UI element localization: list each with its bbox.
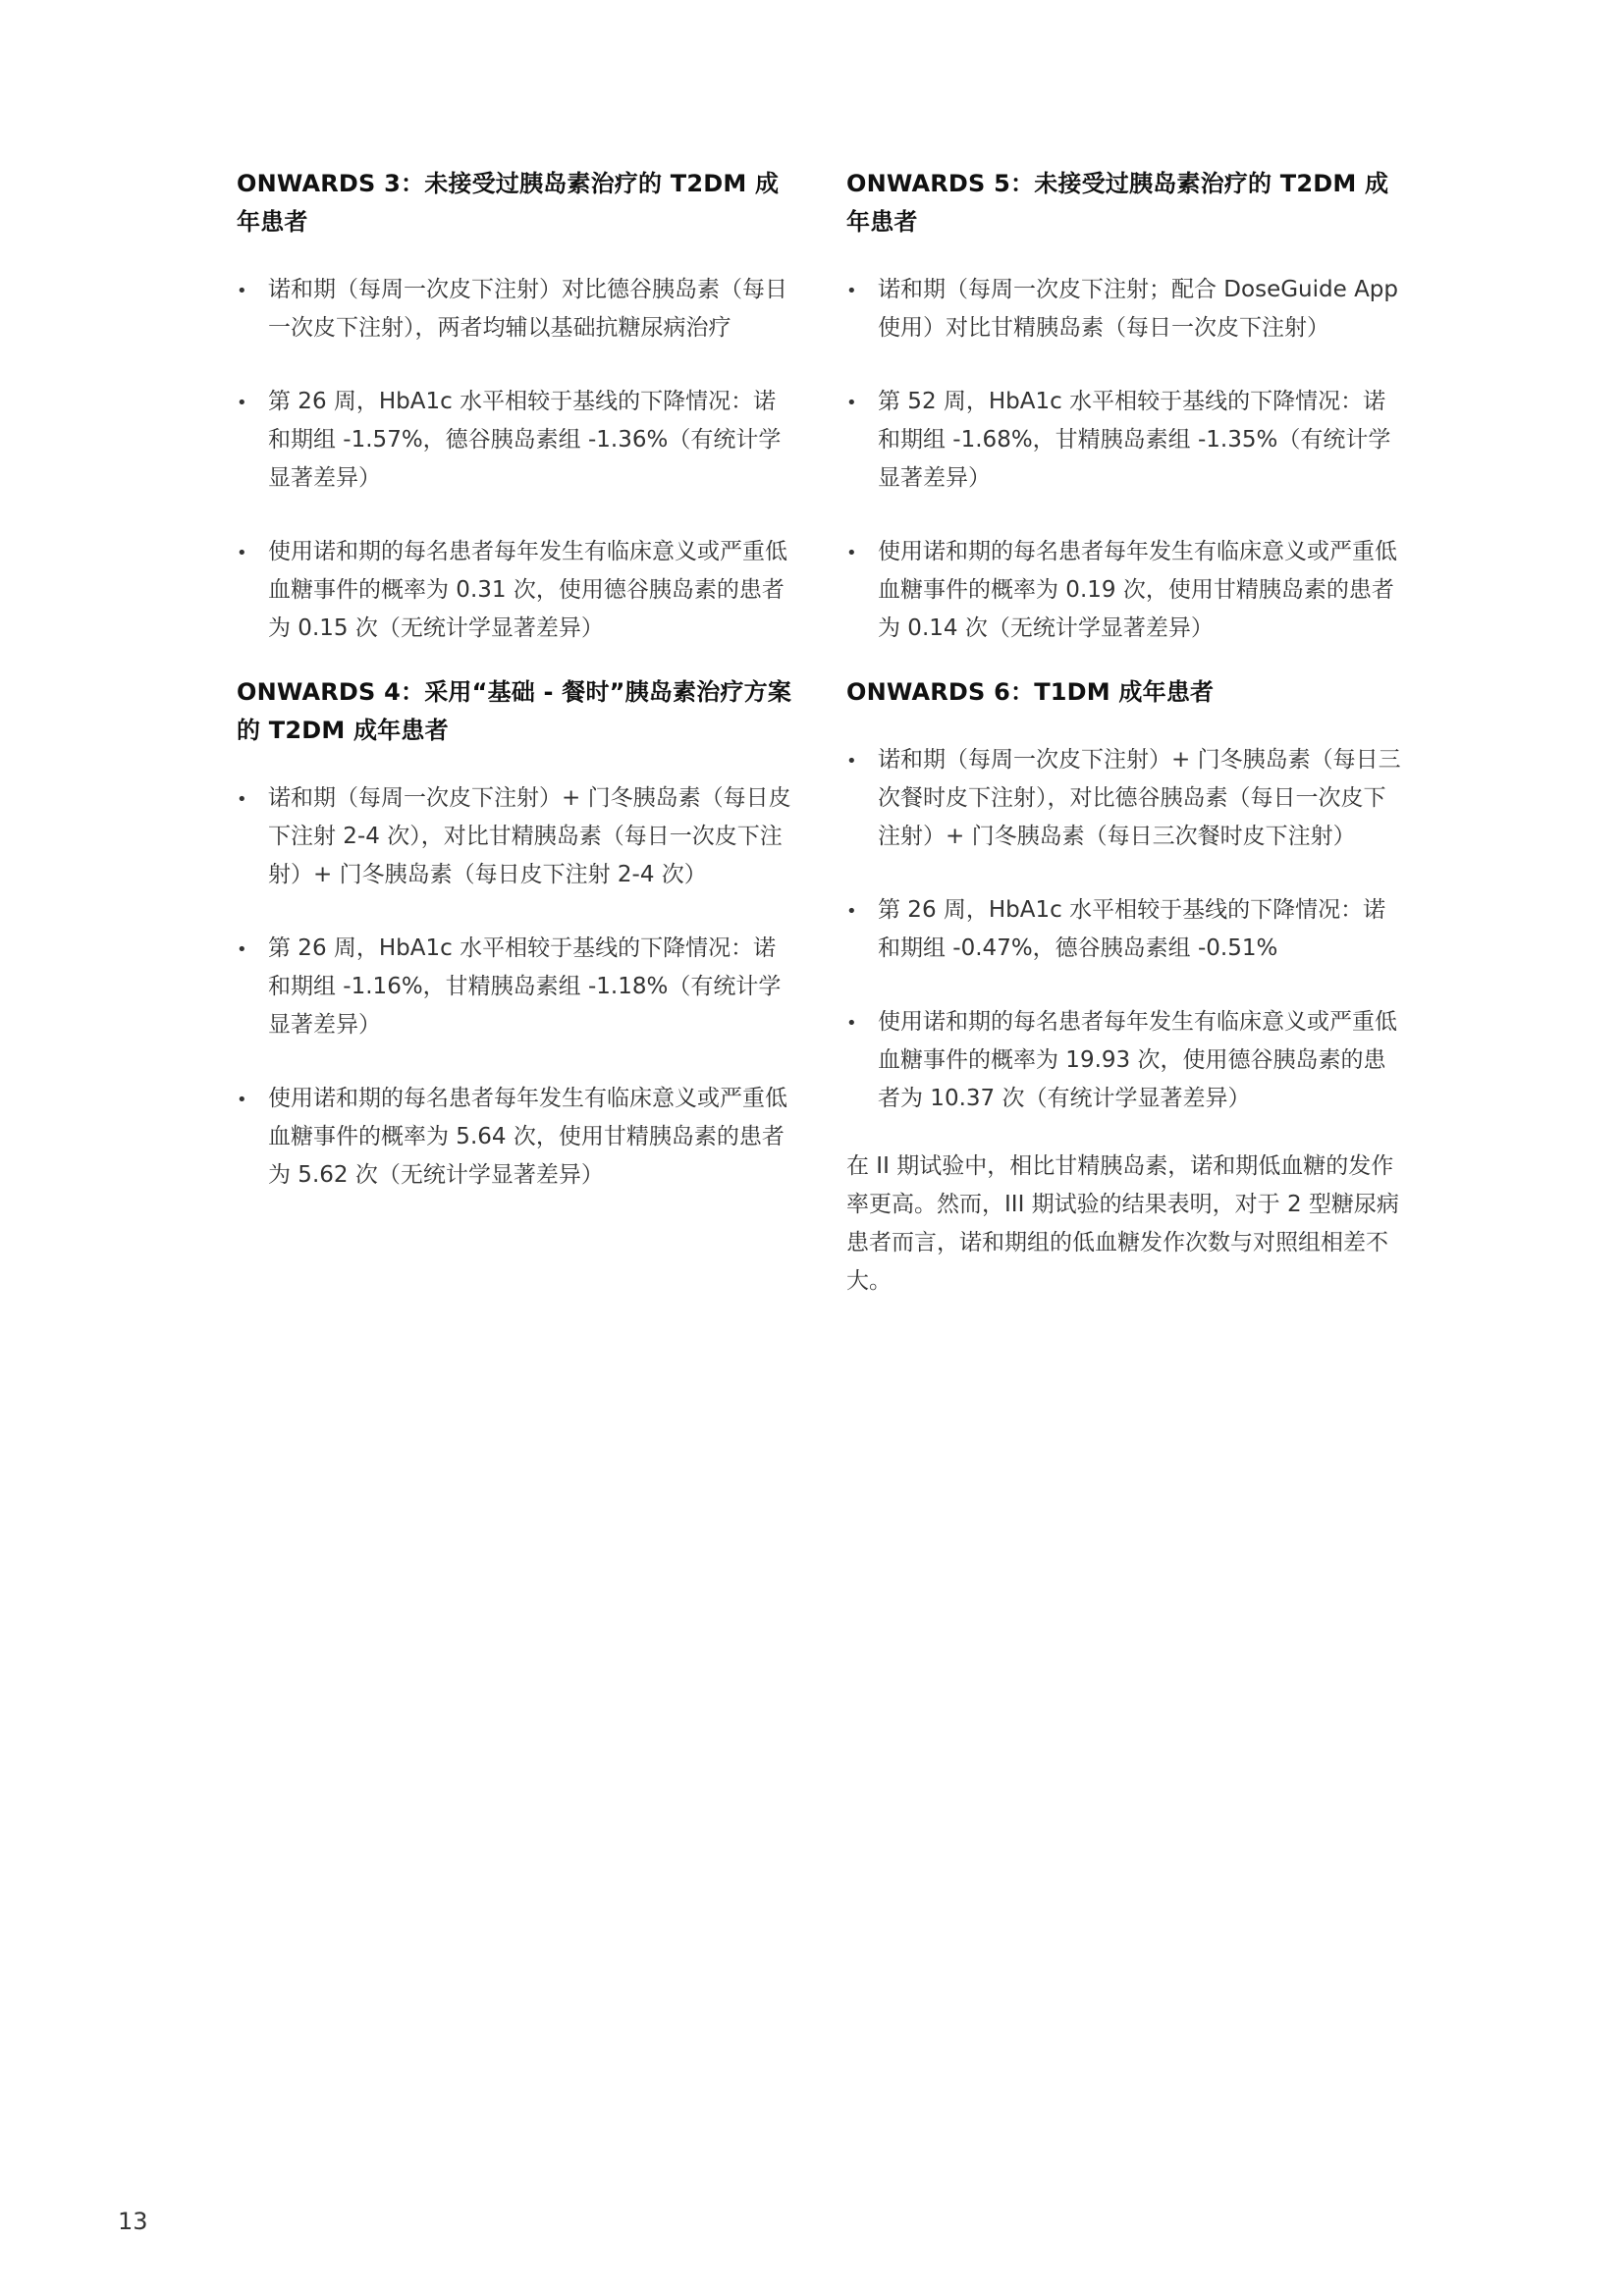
bullet-item [237, 779, 794, 894]
bullet-item [846, 741, 1404, 856]
left-column [237, 165, 794, 1224]
bullet-item [846, 1003, 1404, 1118]
section-onwards-6 [846, 673, 1404, 1118]
bullet-icon: • [237, 939, 247, 960]
bullet-text: 使用诺和期的每名患者每年发生有临床意义或严重低血糖事件的概率为 0.31 次，使用德谷胰岛素的患者为 0.15 次（无统计学显著差异） [268, 539, 787, 641]
bullet-icon: • [237, 393, 247, 413]
page-number: 13 [118, 2208, 148, 2235]
right-column [846, 165, 1404, 1301]
bullet-text: 第 26 周，HbA1c 水平相较于基线的下降情况：诺和期组 -0.47%，德谷胰岛素组 -0.51% [878, 897, 1386, 961]
summary-paragraph: 在 II 期试验中，相比甘精胰岛素，诺和期低血糖的发作率更高。然而，III 期试验的结果表明，对于 2 型糖尿病患者而言，诺和期组的低血糖发作次数与对照组相差不大。 [846, 1153, 1399, 1294]
bullet-icon: • [846, 1013, 857, 1034]
bullet-item [237, 1080, 794, 1195]
bullet-list [846, 271, 1404, 648]
bullet-item [237, 533, 794, 648]
bullet-icon: • [237, 789, 247, 810]
bullet-icon: • [846, 281, 857, 301]
bullet-item [237, 271, 794, 347]
bullet-item [846, 533, 1404, 648]
bullet-text: 第 26 周，HbA1c 水平相较于基线的下降情况：诺和期组 -1.16%，甘精胰岛素组 -1.18%（有统计学显著差异） [268, 935, 782, 1038]
bullet-text: 第 52 周，HbA1c 水平相较于基线的下降情况：诺和期组 -1.68%，甘精胰岛素组 -1.35%（有统计学显著差异） [878, 389, 1391, 491]
bullet-icon: • [846, 543, 857, 563]
section-onwards-3 [237, 165, 794, 648]
bullet-text: 诺和期（每周一次皮下注射；配合 DoseGuide App 使用）对比甘精胰岛素（每日一次皮下注射） [878, 277, 1399, 341]
bullet-text: 诺和期（每周一次皮下注射）+ 门冬胰岛素（每日皮下注射 2-4 次），对比甘精胰岛素（每日一次皮下注射）+ 门冬胰岛素（每日皮下注射 2-4 次） [268, 785, 791, 887]
bullet-item [237, 383, 794, 498]
bullet-item [846, 891, 1404, 968]
section-title: ONWARDS 3：未接受过胰岛素治疗的 T2DM 成年患者 [237, 170, 780, 236]
bullet-text: 使用诺和期的每名患者每年发生有临床意义或严重低血糖事件的概率为 5.64 次，使用甘精胰岛素的患者为 5.62 次（无统计学显著差异） [268, 1086, 787, 1188]
bullet-icon: • [846, 751, 857, 772]
section-title: ONWARDS 6：T1DM 成年患者 [846, 678, 1215, 706]
section-title: ONWARDS 4：采用“基础 - 餐时”胰岛素治疗方案的 T2DM 成年患者 [237, 678, 792, 744]
bullet-icon: • [846, 393, 857, 413]
bullet-text: 使用诺和期的每名患者每年发生有临床意义或严重低血糖事件的概率为 0.19 次，使用甘精胰岛素的患者为 0.14 次（无统计学显著差异） [878, 539, 1397, 641]
bullet-icon: • [237, 281, 247, 301]
bullet-text: 诺和期（每周一次皮下注射）对比德谷胰岛素（每日一次皮下注射），两者均辅以基础抗糖尿病治疗 [268, 277, 787, 341]
bullet-text: 诺和期（每周一次皮下注射）+ 门冬胰岛素（每日三次餐时皮下注射），对比德谷胰岛素（每日一次皮下注射）+ 门冬胰岛素（每日三次餐时皮下注射） [878, 747, 1401, 849]
section-onwards-4 [237, 673, 794, 1195]
bullet-item [237, 930, 794, 1044]
section-title: ONWARDS 5：未接受过胰岛素治疗的 T2DM 成年患者 [846, 170, 1389, 236]
bullet-text: 使用诺和期的每名患者每年发生有临床意义或严重低血糖事件的概率为 19.93 次，使用德谷胰岛素的患者为 10.37 次（有统计学显著差异） [878, 1009, 1397, 1111]
bullet-list [237, 271, 794, 648]
bullet-list [846, 741, 1404, 1118]
bullet-icon: • [237, 543, 247, 563]
section-onwards-5 [846, 165, 1404, 648]
bullet-list [237, 779, 794, 1195]
bullet-item [846, 271, 1404, 347]
bullet-item [846, 383, 1404, 498]
bullet-icon: • [237, 1090, 247, 1110]
bullet-icon: • [846, 901, 857, 922]
bullet-text: 第 26 周，HbA1c 水平相较于基线的下降情况：诺和期组 -1.57%，德谷胰岛素组 -1.36%（有统计学显著差异） [268, 389, 782, 491]
